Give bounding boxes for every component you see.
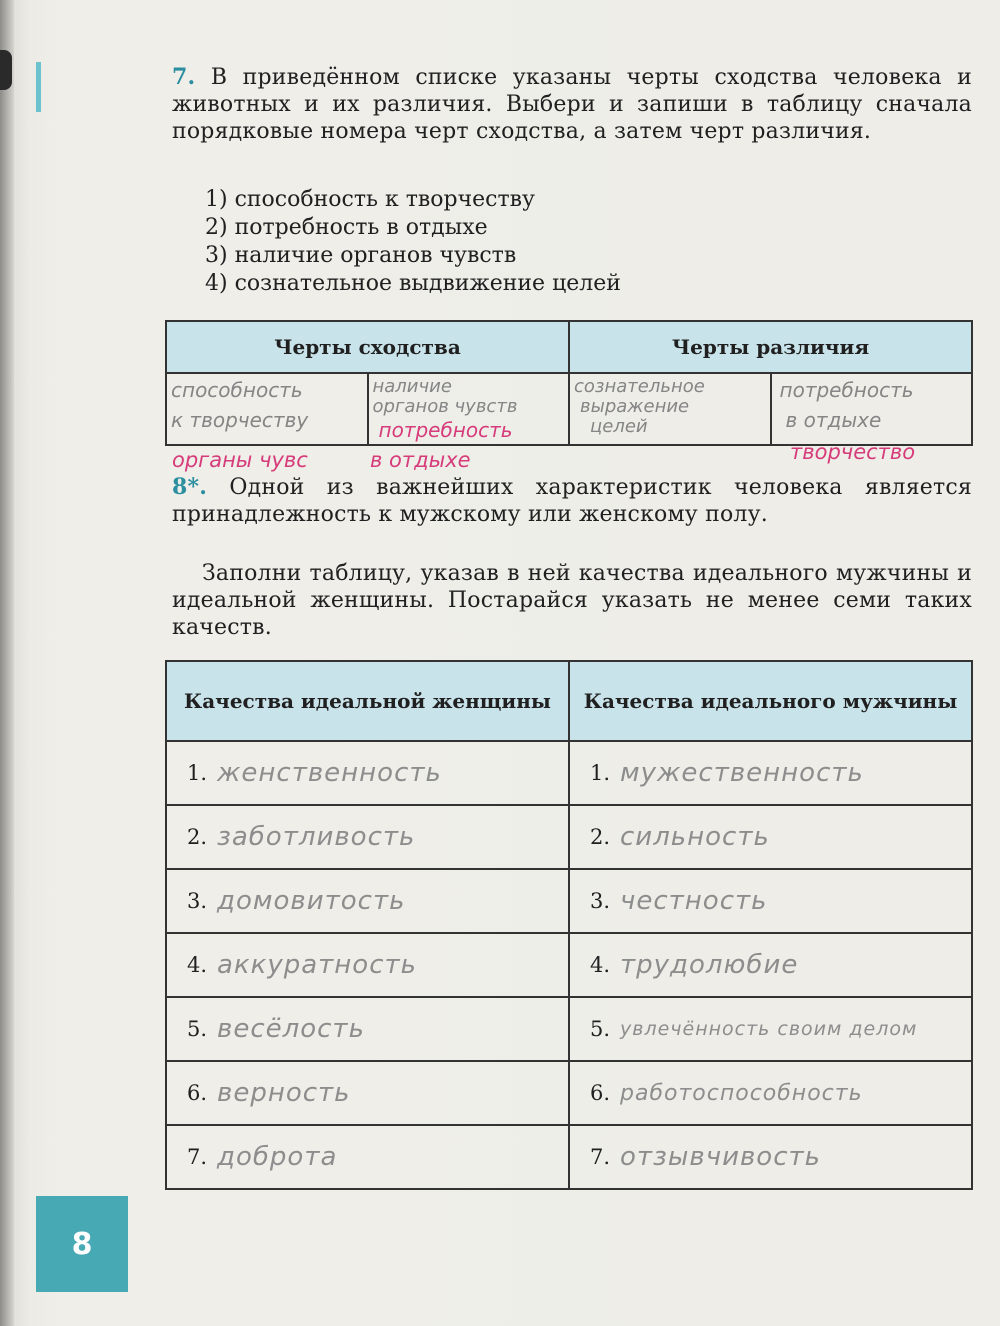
handwriting: увлечённость своим делом bbox=[620, 1018, 918, 1040]
handwriting: способность bbox=[171, 378, 303, 402]
man-cell[interactable] bbox=[569, 741, 972, 805]
row-number: 7. bbox=[590, 1145, 611, 1169]
table-row bbox=[166, 805, 972, 869]
man-cell[interactable] bbox=[569, 1125, 972, 1189]
row-number: 7. bbox=[187, 1145, 208, 1169]
handwriting: к творчеству bbox=[171, 408, 309, 432]
handwriting-pink: творчество bbox=[790, 440, 916, 464]
handwriting: выражение bbox=[580, 396, 690, 417]
row-number: 1. bbox=[187, 761, 208, 785]
man-cell[interactable] bbox=[569, 805, 972, 869]
header-similarities: Черты сходства bbox=[166, 321, 569, 373]
woman-cell[interactable] bbox=[166, 1061, 569, 1125]
page-binding-edge bbox=[0, 0, 14, 1326]
handwriting: честность bbox=[620, 886, 768, 916]
row-number: 6. bbox=[187, 1081, 208, 1105]
task7-table bbox=[165, 320, 973, 446]
woman-cell[interactable] bbox=[166, 933, 569, 997]
margin-accent-bar bbox=[36, 62, 41, 112]
task7-list bbox=[205, 186, 621, 298]
handwriting: сознательное bbox=[574, 376, 705, 397]
similarity-cell-1[interactable] bbox=[166, 373, 368, 445]
task7-text: В приведённом списке указаны черты сходства человека и животных и их различия. Выбери и запиши в таблицу сначала порядковые номера черт сходства, а затем черт различия. bbox=[172, 65, 972, 144]
binding-mark bbox=[0, 50, 12, 90]
woman-cell[interactable] bbox=[166, 805, 569, 869]
handwriting: в отдыхе bbox=[785, 408, 882, 432]
row-number: 4. bbox=[590, 953, 611, 977]
list-item: 1) способность к творчеству bbox=[205, 187, 535, 212]
man-cell[interactable] bbox=[569, 933, 972, 997]
table-row bbox=[166, 997, 972, 1061]
handwriting: весёлость bbox=[217, 1014, 365, 1044]
row-number: 3. bbox=[590, 889, 611, 913]
table-row bbox=[166, 933, 972, 997]
man-cell[interactable] bbox=[569, 997, 972, 1061]
handwriting: женственность bbox=[217, 758, 442, 788]
handwriting-pink: в отдыхе bbox=[370, 448, 471, 472]
table-row bbox=[166, 869, 972, 933]
row-number: 3. bbox=[187, 889, 208, 913]
task8-instruction: Заполни таблицу, указав в ней качества идеального мужчины и идеальной женщины. Постарайся указать не менее семи таких качеств. bbox=[172, 561, 972, 640]
handwriting: отзывчивость bbox=[620, 1142, 821, 1172]
list-item: 4) сознательное выдвижение целей bbox=[205, 271, 621, 296]
handwriting-pink: органы чувс bbox=[172, 448, 308, 472]
woman-cell[interactable] bbox=[166, 741, 569, 805]
handwriting: целей bbox=[590, 416, 648, 437]
handwriting: потребность bbox=[779, 378, 914, 402]
task8-number: 8*. bbox=[172, 474, 208, 500]
header-woman-qualities: Качества идеальной женщины bbox=[166, 661, 569, 741]
row-number: 5. bbox=[590, 1017, 611, 1041]
list-item: 2) потребность в отдыхе bbox=[205, 215, 488, 240]
handwriting: верность bbox=[217, 1078, 351, 1108]
list-item: 3) наличие органов чувств bbox=[205, 243, 517, 268]
table-row bbox=[166, 1061, 972, 1125]
task7-number: 7. bbox=[172, 64, 196, 90]
man-cell[interactable] bbox=[569, 869, 972, 933]
row-number: 2. bbox=[187, 825, 208, 849]
handwriting: наличие bbox=[372, 376, 452, 397]
handwriting: аккуратность bbox=[217, 950, 417, 980]
woman-cell[interactable] bbox=[166, 869, 569, 933]
table-row bbox=[166, 1125, 972, 1189]
row-number: 5. bbox=[187, 1017, 208, 1041]
page-number-badge: 8 bbox=[36, 1196, 128, 1292]
woman-cell[interactable] bbox=[166, 997, 569, 1061]
similarity-cell-2[interactable] bbox=[368, 373, 570, 445]
difference-cell-1[interactable] bbox=[569, 373, 771, 445]
handwriting: сильность bbox=[620, 822, 770, 852]
row-number: 6. bbox=[590, 1081, 611, 1105]
row-number: 2. bbox=[590, 825, 611, 849]
task8-text1: Одной из важнейших характеристик человека является принадлежность к мужскому или женскому полу. bbox=[172, 475, 972, 527]
woman-cell[interactable] bbox=[166, 1125, 569, 1189]
row-number: 1. bbox=[590, 761, 611, 785]
difference-cell-2[interactable] bbox=[771, 373, 973, 445]
handwriting: работоспособность bbox=[620, 1080, 863, 1106]
handwriting: мужественность bbox=[620, 758, 864, 788]
header-man-qualities: Качества идеального мужчины bbox=[569, 661, 972, 741]
task8-table bbox=[165, 660, 973, 1190]
handwriting: заботливость bbox=[217, 822, 416, 852]
table-row bbox=[166, 741, 972, 805]
handwriting-pink: потребность bbox=[378, 418, 513, 442]
handwriting: доброта bbox=[217, 1142, 338, 1172]
row-number: 4. bbox=[187, 953, 208, 977]
man-cell[interactable] bbox=[569, 1061, 972, 1125]
handwriting: домовитость bbox=[217, 886, 406, 916]
task7-prompt bbox=[172, 64, 972, 145]
handwriting: органов чувств bbox=[372, 396, 518, 417]
task8-prompt bbox=[172, 474, 972, 528]
header-differences: Черты различия bbox=[569, 321, 972, 373]
handwriting: трудолюбие bbox=[620, 950, 799, 980]
